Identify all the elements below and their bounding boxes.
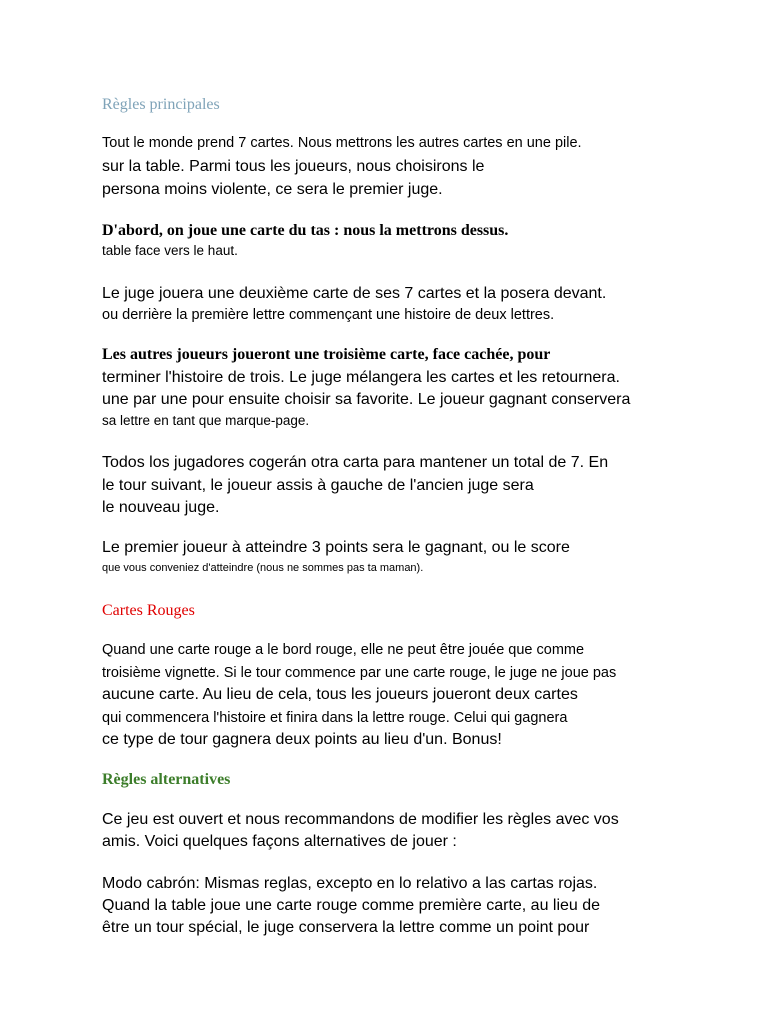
heading-red-cards: Cartes Rouges bbox=[102, 602, 195, 619]
main-line-3: persona moins violente, ce sera le premier juge. bbox=[102, 181, 443, 198]
main-line-2: sur la table. Parmi tous les joueurs, nous choisirons le bbox=[102, 158, 485, 175]
red-line-3: aucune carte. Au lieu de cela, tous les joueurs joueront deux cartes bbox=[102, 686, 578, 703]
main-line-5: table face vers le haut. bbox=[102, 243, 238, 258]
red-line-4: qui commencera l'histoire et finira dans la lettre rouge. Celui qui gagnera bbox=[102, 710, 568, 726]
main-line-15: Le premier joueur à atteindre 3 points sera le gagnant, ou le score bbox=[102, 539, 570, 556]
main-line-1: Tout le monde prend 7 cartes. Nous mettrons les autres cartes en une pile. bbox=[102, 135, 582, 151]
heading-alternative-rules: Règles alternatives bbox=[102, 771, 231, 788]
main-line-4: D'abord, on joue une carte du tas : nous la mettrons dessus. bbox=[102, 222, 509, 239]
main-line-8: Les autres joueurs joueront une troisième carte, face cachée, pour bbox=[102, 346, 551, 363]
red-line-1: Quand une carte rouge a le bord rouge, elle ne peut être jouée que comme bbox=[102, 642, 585, 658]
red-line-5: ce type de tour gagnera deux points au lieu d'un. Bonus! bbox=[102, 731, 502, 748]
alt-line-3: Modo cabrón: Mismas reglas, excepto en lo relativo a las cartas rojas. bbox=[102, 875, 598, 892]
main-line-10: une par une pour ensuite choisir sa favorite. Le joueur gagnant conservera bbox=[102, 391, 631, 408]
main-line-6: Le juge jouera une deuxième carte de ses 7 cartes et la posera devant. bbox=[102, 285, 607, 302]
main-line-12: Todos los jugadores cogerán otra carta para mantener un total de 7. En bbox=[102, 454, 609, 471]
main-line-16: que vous conveniez d'atteindre (nous ne sommes pas ta maman). bbox=[102, 562, 424, 574]
alt-line-2: amis. Voici quelques façons alternatives de jouer : bbox=[102, 833, 457, 850]
main-line-9: terminer l'histoire de trois. Le juge mélangera les cartes et les retournera. bbox=[102, 369, 620, 386]
alt-line-1: Ce jeu est ouvert et nous recommandons de modifier les règles avec vos bbox=[102, 811, 619, 828]
alt-line-5: être un tour spécial, le juge conservera la lettre comme un point pour bbox=[102, 919, 590, 936]
main-line-11: sa lettre en tant que marque-page. bbox=[102, 413, 310, 428]
heading-main-rules: Règles principales bbox=[102, 96, 220, 113]
main-line-14: le nouveau juge. bbox=[102, 499, 220, 516]
main-line-13: le tour suivant, le joueur assis à gauche de l'ancien juge sera bbox=[102, 477, 534, 494]
red-line-2: troisième vignette. Si le tour commence par une carte rouge, le juge ne joue pas bbox=[102, 665, 617, 681]
main-line-7: ou derrière la première lettre commençant une histoire de deux lettres. bbox=[102, 307, 555, 323]
alt-line-4: Quand la table joue une carte rouge comme première carte, au lieu de bbox=[102, 897, 601, 914]
